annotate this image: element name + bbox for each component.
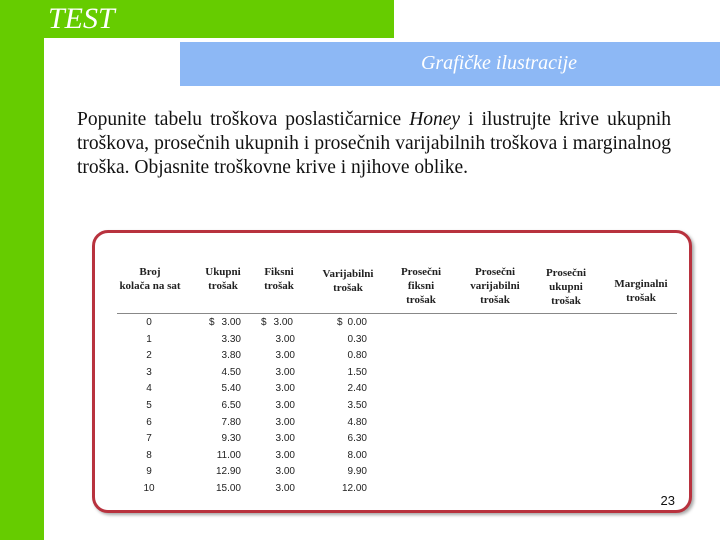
header-avg-variable-cost: Prosečni varijabilni trošak [470,266,520,306]
cell-quantity: 5 [146,400,152,411]
header-quantity: Broj kolača na sat [119,266,181,292]
cell-total-cost: 3.00 [221,317,241,328]
cell-total-cost: 3.80 [221,350,241,361]
cell-fixed-cost: 3.00 [275,433,295,444]
cell-fixed-cost: 3.00 [275,400,295,411]
cell-variable-cost: 0.30 [347,334,367,345]
cell-total-cost: 3.30 [221,334,241,345]
header-avg-fixed-cost: Prosečni fiksni trošak [400,266,442,306]
cell-fixed-cost: 3.00 [275,466,295,477]
header-marginal-cost: Marginalni trošak [614,278,668,304]
cell-fixed-cost: 3.00 [275,383,295,394]
cell-fixed-cost: 3.00 [273,317,293,328]
cell-variable-cost: 0.00 [347,317,367,328]
cell-quantity: 0 [146,317,152,328]
cell-fixed-cost: 3.00 [275,367,295,378]
slide-subtitle: Grafičke ilustracije [420,52,578,74]
currency-fixed: $ [261,317,267,328]
cell-quantity: 8 [146,450,152,461]
cell-quantity: 7 [146,433,152,444]
cell-quantity: 4 [146,383,152,394]
cell-variable-cost: 6.30 [347,433,367,444]
cell-quantity: 2 [146,350,152,361]
header-total-cost: Ukupni trošak [205,266,241,292]
cell-variable-cost: 3.50 [347,400,367,411]
cell-fixed-cost: 3.00 [275,417,295,428]
header-divider [117,313,677,314]
header-avg-total-cost: Prosečni ukupni trošak [545,267,587,307]
cell-total-cost: 12.90 [215,466,241,477]
cell-total-cost: 9.30 [221,433,241,444]
instructions-text [77,108,671,180]
slide-title: TEST [48,2,115,35]
cell-quantity: 3 [146,367,152,378]
cell-total-cost: 7.80 [221,417,241,428]
subtitle-bar [180,42,720,86]
cell-fixed-cost: 3.00 [275,483,295,494]
cell-quantity: 10 [143,483,155,494]
cell-quantity: 1 [146,334,152,345]
cell-variable-cost: 1.50 [347,367,367,378]
cell-total-cost: 4.50 [221,367,241,378]
left-accent-bar [0,0,44,540]
cell-fixed-cost: 3.00 [275,334,295,345]
currency-total: $ [209,317,215,328]
cell-variable-cost: 4.80 [347,417,367,428]
cell-quantity: 9 [146,466,152,477]
cell-variable-cost: 12.00 [341,483,367,494]
cell-quantity: 6 [146,417,152,428]
cell-variable-cost: 8.00 [347,450,367,461]
cell-total-cost: 5.40 [221,383,241,394]
instructions-before: Popunite tabelu troškova poslastičarnice [77,109,410,130]
currency-variable: $ [337,317,343,328]
cell-total-cost: 6.50 [221,400,241,411]
company-name: Honey [409,109,461,130]
instructions-after: i ilustrujte krive ukupnih troškova, prosečnih ukupnih i prosečnih varijabilnih troškova i marginalnog troška. Objasnite troškovne krive i njihove oblike. [77,109,671,178]
header-variable-cost: Varijabilni trošak [322,268,374,294]
header-fixed-cost: Fiksni trošak [264,266,294,292]
cell-variable-cost: 9.90 [347,466,367,477]
cell-total-cost: 11.00 [216,450,241,461]
cell-variable-cost: 2.40 [347,383,367,394]
cell-fixed-cost: 3.00 [275,450,295,461]
cell-total-cost: 15.00 [215,483,241,494]
cell-variable-cost: 0.80 [347,350,367,361]
cell-fixed-cost: 3.00 [275,350,295,361]
page-number: 23 [660,493,675,508]
cost-table [92,230,692,513]
